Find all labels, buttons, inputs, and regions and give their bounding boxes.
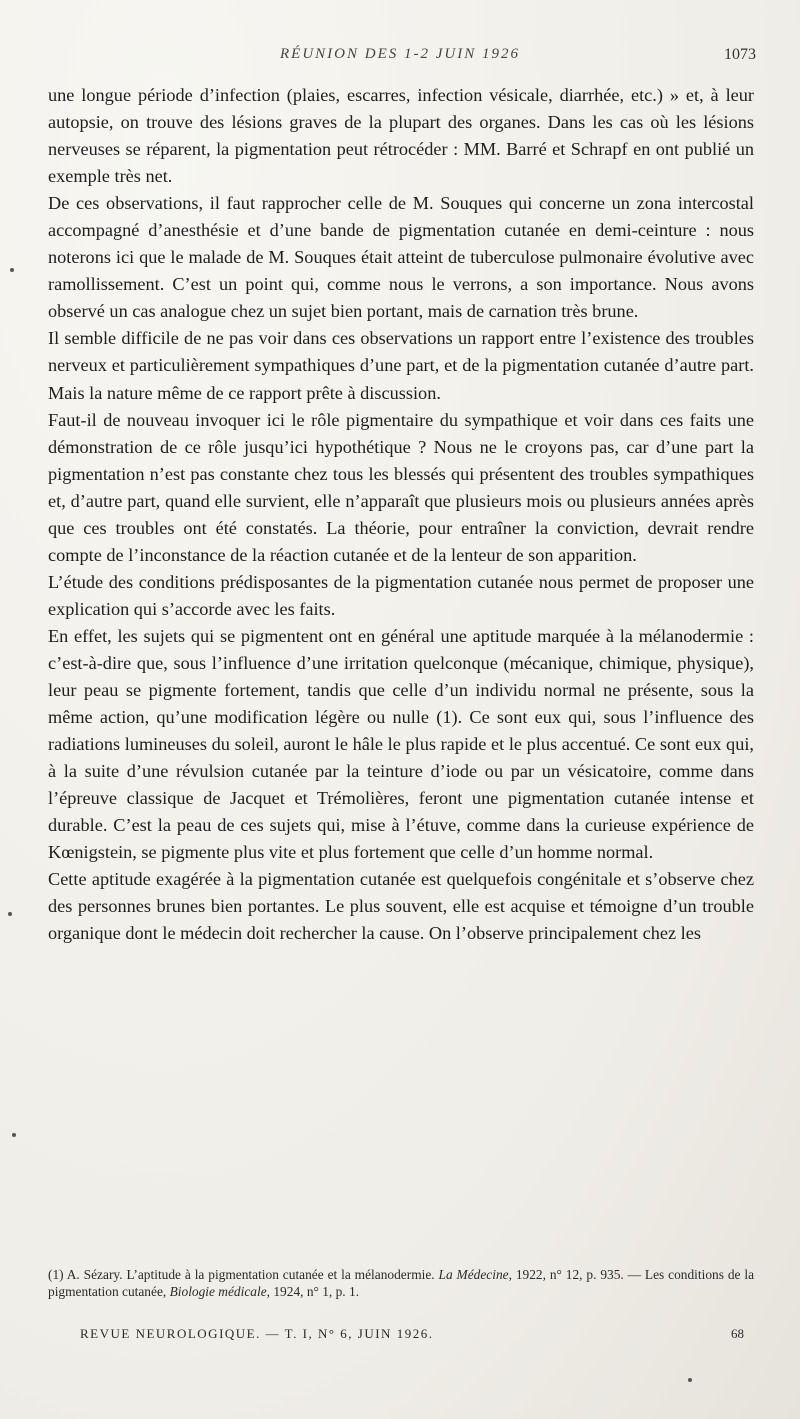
margin-speck bbox=[12, 1133, 16, 1137]
margin-speck bbox=[10, 268, 14, 272]
body-text bbox=[48, 82, 754, 948]
footnote bbox=[48, 1266, 754, 1300]
page-number: 1073 bbox=[724, 46, 756, 63]
paragraph-2: De ces observations, il faut rapprocher celle de M. Souques qui concerne un zona intercostal accompagné d’anesthésie et d’une bande de pigmentation cutanée en demi-ceinture : nous noterons ici que le malade de M. Souques était atteint de tuberculose pulmonaire évolutive avec ramollissement. C’est un point qui, comme nous le verrons, a son importance. Nous avons observé un cas analogue chez un sujet bien portant, mais de carnation très brune. bbox=[48, 193, 754, 322]
paragraph-3: Il semble difficile de ne pas voir dans ces observations un rapport entre l’existence des troubles nerveux et particulièrement sympathiques d’une part, et de la pigmentation cutanée d’autre part. Mais la nature même de ce rapport prête à discussion. bbox=[48, 328, 754, 403]
running-title: RÉUNION DES 1-2 JUIN 1926 bbox=[280, 46, 520, 62]
footnote-journal-2: Biologie médicale bbox=[169, 1284, 267, 1299]
journal-line: REVUE NEUROLOGIQUE. — T. I, N° 6, JUIN 1926. bbox=[80, 1326, 434, 1341]
sheet-number: 68 bbox=[731, 1326, 744, 1341]
page-footer bbox=[80, 1326, 744, 1348]
paragraph-1: une longue période d’infection (plaies, escarres, infection vésicale, diarrhée, etc.) » et, à leur autopsie, on trouve des lésions graves de la plupart des organes. Dans les cas où les lésions nerveuses se réparent, la pigmentation peut rétrocéder : MM. Barré et Schrapf en ont publié un exemple très net. bbox=[48, 85, 754, 187]
paragraph-5: L’étude des conditions prédisposantes de la pigmentation cutanée nous permet de proposer une explication qui s’accorde avec les faits. bbox=[48, 571, 754, 619]
margin-speck bbox=[688, 1378, 692, 1382]
footnote-journal-1: La Médecine bbox=[438, 1267, 509, 1282]
margin-speck bbox=[8, 912, 12, 916]
footnote-text-1: (1) A. Sézary. L’aptitude à la pigmentation cutanée et la mélanodermie. bbox=[48, 1267, 439, 1282]
paragraph-6: En effet, les sujets qui se pigmentent ont en général une aptitude marquée à la mélanodermie : c’est-à-dire que, sous l’influence d’une irritation quelconque (mécanique, chimique, physique), leur peau se pigmente fortement, tandis que celle d’un individu normal ne présente, sous la même action, qu’une modification légère ou nulle (1). Ce sont eux qui, sous l’influence des radiations lumineuses du soleil, auront le hâle le plus rapide et le plus accentué. Ce sont eux qui, à la suite d’une révulsion cutanée par la teinture d’iode ou par un vésicatoire, comme dans l’épreuve classique de Jacquet et Trémolières, feront une pigmentation cutanée intense et durable. C’est la peau de ces sujets qui, mise à l’étuve, comme dans la curieuse expérience de Kœnigstein, se pigmente plus vite et plus fortement que celle d’un homme normal. bbox=[48, 625, 754, 863]
footnote-text-3: , 1924, n° 1, p. 1. bbox=[266, 1284, 360, 1299]
paragraph-4: Faut-il de nouveau invoquer ici le rôle pigmentaire du sympathique et voir dans ces faits une démonstration de ce rôle jusqu’ici hypothétique ? Nous ne le croyons pas, car d’une part la pigmentation n’est pas constante chez tous les blessés qui présentent des troubles sympathiques et, d’autre part, quand elle survient, elle n’apparaît que plusieurs mois ou plusieurs années après que ces troubles ont été constatés. La théorie, pour entraîner la conviction, devrait rendre compte de l’inconstance de la réaction cutanée et de la lenteur de son apparition. bbox=[48, 409, 754, 565]
page-header bbox=[40, 46, 760, 70]
paragraph-7: Cette aptitude exagérée à la pigmentation cutanée est quelquefois congénitale et s’observe chez des personnes brunes bien portantes. Le plus souvent, elle est acquise et témoigne d’un trouble organique dont le médecin doit rechercher la cause. On l’observe principalement chez les bbox=[48, 869, 754, 944]
footnote-text-2: , 1922, n° 12, p. 935. — Les conditions de la pigmentation cutanée, bbox=[48, 1267, 755, 1299]
